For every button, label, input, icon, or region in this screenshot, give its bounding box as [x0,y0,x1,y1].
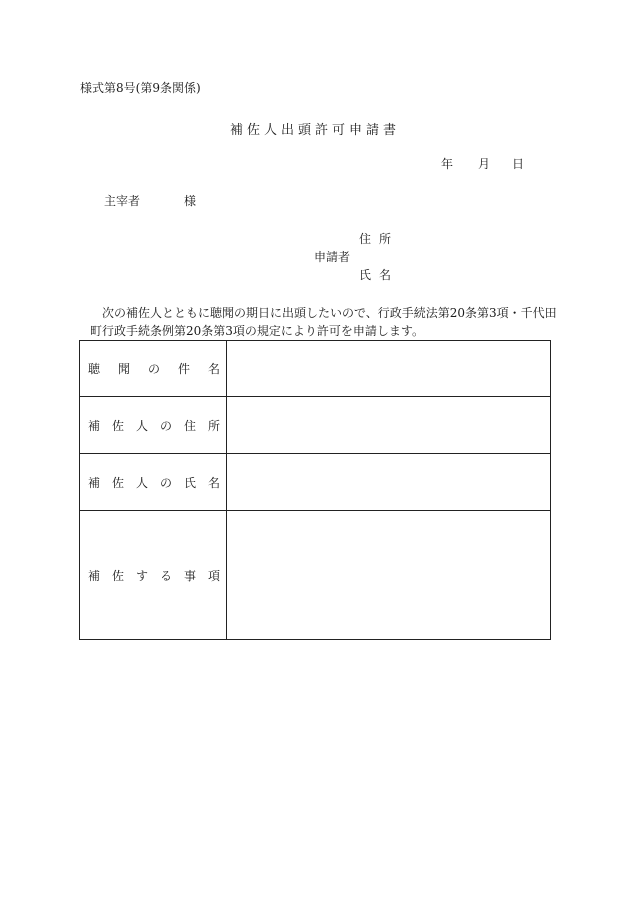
table-row-assistance-matters [80,511,551,640]
applicant-name-label: 氏名 [359,268,400,282]
document-title: 補佐人出頭許可申請書 [229,123,400,138]
assistance-matters-field[interactable] [227,511,551,640]
date-day-label: 日 [512,157,525,171]
date-year-label: 年 [441,157,454,171]
hearing-subject-field[interactable] [227,341,551,397]
form-number: 様式第8号(第9条関係) [80,81,201,95]
assistant-name-field[interactable] [227,454,551,511]
addressee-name: 主宰者 [104,194,141,208]
body-text-line-1: 次の補佐人とともに聴聞の期日に出頭したいので、行政手続法第20条第3項・千代田 [102,306,557,320]
table-row-assistant-name [80,454,551,511]
table-row-hearing-subject [80,341,551,397]
body-text-line-2: 町行政手続条例第20条第3項の規定により許可を申請します。 [90,324,424,338]
row-label-assistant-address: 補佐人の住所 [80,397,227,454]
application-form-table [79,340,551,640]
row-label-assistance-matters: 補佐する事項 [80,511,227,640]
date-month-label: 月 [478,157,491,171]
row-label-hearing-subject: 聴聞の件名 [80,341,227,397]
assistant-address-field[interactable] [227,397,551,454]
applicant-address-label: 住所 [359,232,400,246]
row-label-assistant-name: 補佐人の氏名 [80,454,227,511]
addressee-honorific: 様 [184,194,197,208]
table-row-assistant-address [80,397,551,454]
applicant-role-label: 申請者 [314,250,351,264]
